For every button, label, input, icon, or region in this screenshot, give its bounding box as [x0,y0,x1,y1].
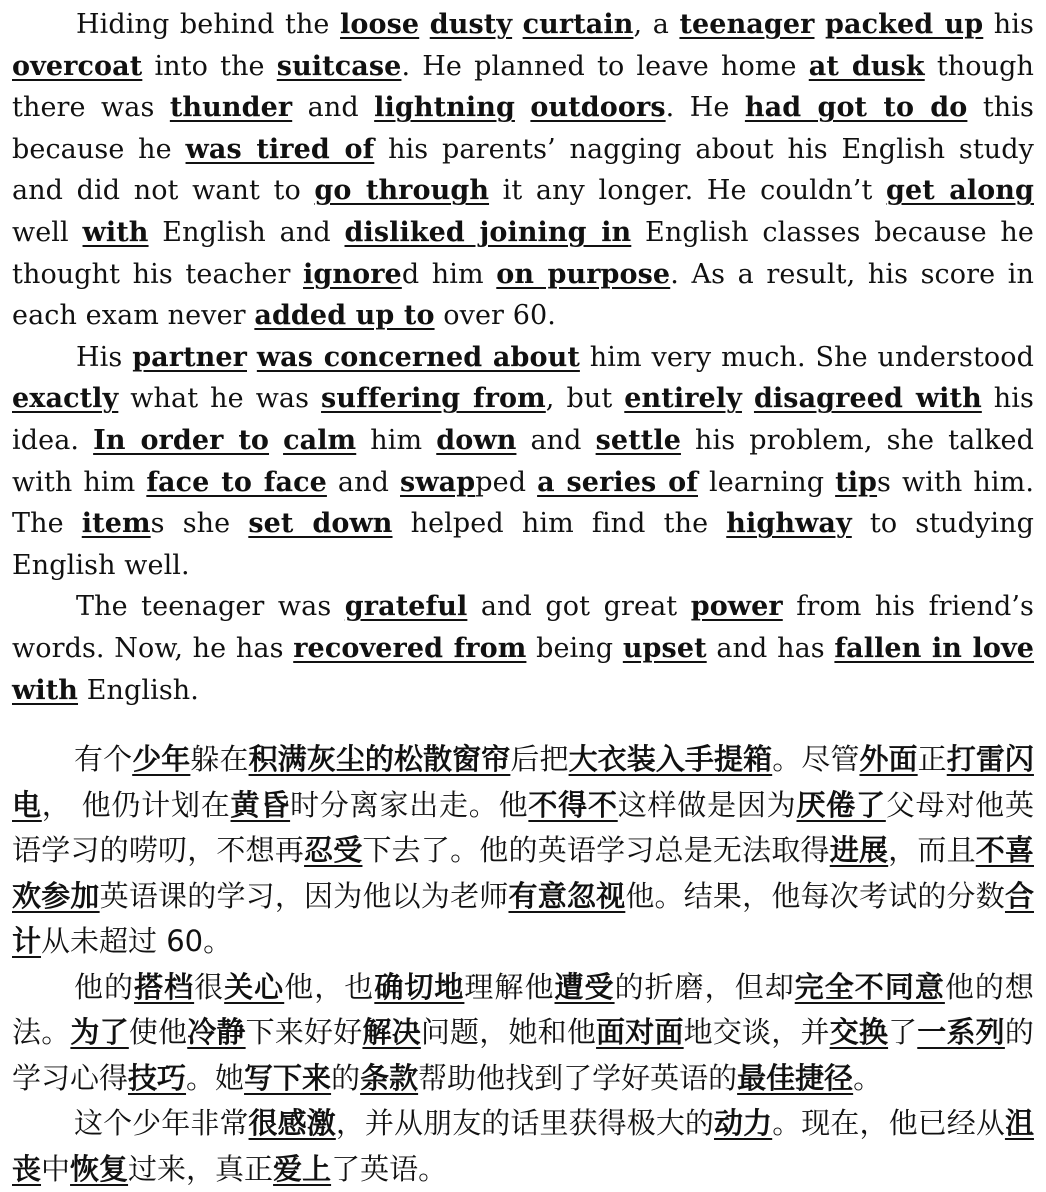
underlined-vocabulary: ignore [303,258,402,290]
underlined-vocabulary: 交换 [829,1015,889,1050]
underlined-vocabulary: a series of [537,466,698,498]
text-run: ，而且 [888,833,976,868]
underlined-vocabulary: disagreed with [753,383,982,415]
underlined-vocabulary: grateful [344,591,468,623]
text-run: over 60. [434,300,556,332]
underlined-vocabulary: partner [132,341,247,373]
underlined-vocabulary: suitcase [276,50,402,82]
text-run: . As a result, his score in each exam never [12,258,1035,332]
text-run: 的折磨，但却 [614,969,795,1004]
english-paragraph [12,586,1034,711]
underlined-vocabulary: 恢复 [70,1151,129,1186]
underlined-vocabulary: 完全不同意 [794,969,945,1004]
text-run: 问题，她和他 [420,1015,597,1050]
underlined-vocabulary: 沮丧 [12,1106,1034,1186]
text-run: 中 [41,1151,71,1186]
underlined-vocabulary: 关心 [224,969,285,1004]
text-run: into the [142,50,277,82]
underlined-vocabulary: suffering from [321,383,546,415]
underlined-vocabulary: tip [835,466,878,498]
text-run: and [292,92,375,124]
text-run: 了英语。 [331,1151,448,1186]
text-run: 过来，真正 [128,1151,274,1186]
text-run: ped [475,466,538,498]
text-run: 父母对他英语学习的唠叨，不想再 [12,787,1034,868]
underlined-vocabulary: 为了 [70,1015,129,1050]
text-run: 时分离家出走。他 [290,787,529,822]
text-run: it any longer. He couldn’t [489,175,886,207]
text-run: this because he [12,92,1034,165]
underlined-vocabulary: exactly [12,383,119,415]
underlined-vocabulary: at dusk [808,50,925,82]
text-run: d him [401,258,497,290]
text-run: from his friend’s words. Now, he has [12,591,1035,664]
text-run: s she [150,508,249,540]
text-run: 正 [917,742,947,777]
text-run: and has [706,632,835,664]
text-run: 躲在 [190,742,249,777]
text-run: ， 他仍计划在 [41,787,231,822]
underlined-vocabulary: 外面 [859,742,918,777]
english-passage [12,4,1034,711]
text-run: 他的想法。 [12,969,1034,1050]
underlined-vocabulary: dusty [429,9,513,40]
underlined-vocabulary: was tired of [185,133,375,165]
underlined-vocabulary: on purpose [496,258,671,290]
underlined-vocabulary: 忍受 [304,833,363,868]
underlined-vocabulary: 不得不 [528,787,618,822]
text-run: his idea. [12,383,1034,456]
underlined-vocabulary: fallen in love with [12,632,1035,706]
chinese-paragraph [12,965,1034,1102]
underlined-vocabulary: 有意忽视 [508,878,626,913]
underlined-vocabulary: had got to do [744,92,968,124]
text-run: The teenager was [76,591,345,623]
underlined-vocabulary: 合计 [12,878,1034,959]
underlined-vocabulary: 不喜欢参加 [12,833,1034,913]
english-paragraph [12,337,1034,587]
text-run: being [526,632,623,664]
text-run: 很 [194,969,225,1004]
text-run: His [76,341,133,373]
underlined-vocabulary: swap [400,466,476,498]
text-run: English classes because he thought his teacher [12,216,1035,290]
text-run [512,9,523,40]
underlined-vocabulary: 大衣装入手提箱 [568,742,773,777]
text-run: Hiding behind the [76,9,341,40]
text-run: 。尽管 [772,742,860,777]
text-run: . He [665,92,745,124]
underlined-vocabulary: loose [340,9,420,40]
text-run: and [516,424,596,456]
underlined-vocabulary: go through [314,175,490,207]
underlined-vocabulary: 面对面 [596,1015,684,1050]
underlined-vocabulary: 条款 [360,1060,419,1095]
text-run: 了 [888,1015,918,1050]
text-run: and got great [467,591,691,623]
text-run [247,342,257,373]
underlined-vocabulary: 少年 [132,742,191,777]
text-run: , but [545,383,625,415]
underlined-vocabulary: thunder [169,92,293,124]
text-run: his [983,9,1034,40]
text-run: 他。结果，他每次考试的分数 [625,878,1005,913]
text-run: s with him. The [12,466,1035,540]
text-run: what he was [118,383,322,415]
underlined-vocabulary: 最佳捷径 [737,1060,854,1095]
text-run [742,383,754,414]
text-run: 英语课的学习，因为他以为老师 [99,878,509,913]
underlined-vocabulary: settle [595,424,681,456]
text-run: well [12,216,83,248]
underlined-vocabulary: packed up [825,9,984,40]
text-run: 这样做是因为 [617,787,797,822]
text-run: 有个 [74,742,133,777]
text-run: 的学习心得 [12,1015,1034,1095]
underlined-vocabulary: added up to [254,300,435,332]
underlined-vocabulary: teenager [679,9,815,40]
underlined-vocabulary: 写下来 [244,1060,332,1095]
underlined-vocabulary: recovered from [293,632,527,664]
text-run: , a [633,9,680,40]
text-run: 使他 [128,1015,188,1050]
text-run: 。 [853,1060,883,1095]
underlined-vocabulary: overcoat [12,50,143,82]
text-run: ，并从朋友的话里获得极大的 [335,1106,715,1141]
text-run: English. [78,674,199,706]
text-run: 地交谈，并 [683,1015,830,1050]
underlined-vocabulary: set down [248,508,393,540]
text-run: 他的 [74,969,135,1004]
underlined-vocabulary: In order to [93,424,270,456]
underlined-vocabulary: lightning [374,92,515,124]
text-run: 后把 [510,742,569,777]
text-run: 下来好好 [245,1015,363,1050]
underlined-vocabulary: 黄昏 [230,787,291,822]
underlined-vocabulary: 确切地 [374,969,465,1004]
underlined-vocabulary: calm [283,424,357,456]
text-run: 下去了。他的英语学习总是无法取得 [362,833,830,868]
underlined-vocabulary: was concerned about [256,341,580,373]
underlined-vocabulary: 很感激 [248,1106,336,1141]
text-run [515,92,530,123]
underlined-vocabulary: highway [726,508,852,540]
underlined-vocabulary: entirely [624,383,742,415]
underlined-vocabulary: with [82,216,149,248]
text-run: and [326,466,401,498]
text-run: 他，也 [284,969,375,1004]
underlined-vocabulary: 厌倦了 [796,787,886,822]
chinese-paragraph [12,737,1034,965]
english-paragraph [12,4,1034,337]
text-run: 这个少年非常 [74,1106,249,1141]
underlined-vocabulary: 爱上 [273,1151,332,1186]
underlined-vocabulary: upset [622,632,707,664]
underlined-vocabulary: face to face [146,466,327,498]
underlined-vocabulary: disliked joining in [344,216,632,248]
text-run: his problem, she talked with him [12,424,1034,498]
text-run [815,9,826,40]
text-run: 帮助他找到了学好英语的 [418,1060,738,1095]
text-run: 。她 [186,1060,245,1095]
text-run: to studying English well. [12,508,1034,581]
underlined-vocabulary: down [436,424,517,456]
underlined-vocabulary: curtain [522,9,634,40]
text-run: him very much. She understood [579,341,1034,373]
text-run: 的 [331,1060,361,1095]
underlined-vocabulary: 进展 [829,833,889,868]
underlined-vocabulary: 遭受 [554,969,615,1004]
text-run: . He planned to leave home [401,50,809,82]
text-run: though there was [12,50,1034,124]
text-run: English and [148,216,345,248]
underlined-vocabulary: item [81,508,151,540]
text-run: helped him find the [392,508,727,540]
text-run: 理解他 [464,969,555,1004]
chinese-translation [12,737,1034,1192]
text-run [269,425,283,456]
underlined-vocabulary: 搭档 [134,969,195,1004]
underlined-vocabulary: outdoors [530,92,666,124]
text-run [419,9,430,40]
chinese-paragraph [12,1101,1034,1192]
text-run: 从未超过 60。 [41,924,233,959]
underlined-vocabulary: get along [886,175,1034,207]
underlined-vocabulary: 技巧 [128,1060,187,1095]
text-run: learning [698,466,836,498]
underlined-vocabulary: 积满灰尘的松散窗帘 [248,742,511,777]
underlined-vocabulary: 一系列 [917,1015,1005,1050]
underlined-vocabulary: 打雷闪电 [12,742,1034,822]
underlined-vocabulary: 解决 [362,1015,421,1050]
text-run: 。现在，他已经从 [772,1106,1005,1141]
underlined-vocabulary: power [690,591,783,623]
underlined-vocabulary: 冷静 [187,1015,246,1050]
text-run: him [356,424,437,456]
text-run: his parents’ nagging about his English study and did not want to [12,133,1034,207]
underlined-vocabulary: 动力 [714,1106,773,1141]
